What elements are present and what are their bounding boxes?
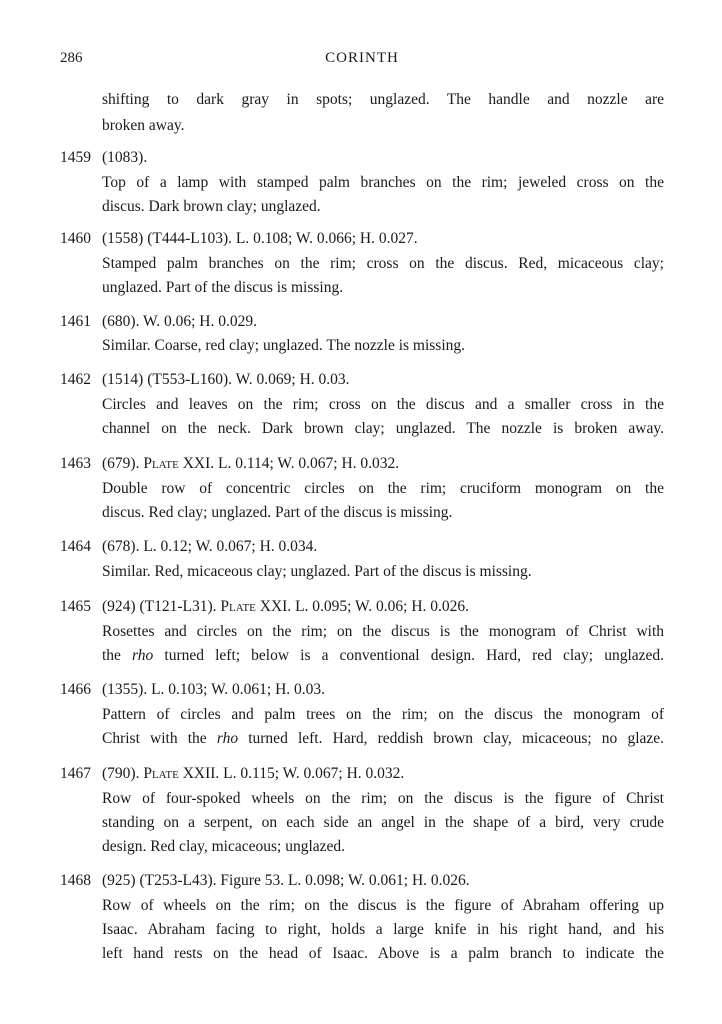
plate-reference: Plate XXII. (143, 765, 220, 782)
body-line: discus. Dark brown clay; unglazed. (102, 198, 321, 215)
catalog-number: 1461 (60, 313, 91, 330)
catalog-reference: (925) (T253-L43). Figure 53. L. 0.098; W. 0.061; H. 0.026. (102, 872, 470, 889)
catalog-number: 1468 (60, 872, 91, 889)
catalog-reference: (1083). (102, 149, 148, 166)
catalog-number: 1464 (60, 538, 91, 555)
catalog-number: 1467 (60, 765, 91, 782)
page-number: 286 (60, 50, 83, 66)
body-line: Isaac. Abraham facing to right, holds a large knife in his right hand, and his (102, 921, 664, 938)
italic-word: rho (216, 730, 239, 747)
body-line: design. Red clay, micaceous; unglazed. (102, 838, 346, 855)
body-line: the rho turned left; below is a conventional design. Hard, red clay; unglazed. (102, 647, 665, 664)
reference-number: (679). (102, 455, 144, 472)
dimensions: L. 0.095; W. 0.06; H. 0.026. (291, 598, 470, 615)
catalog-reference (102, 454, 664, 474)
plate-reference: Plate XXI. (143, 455, 215, 472)
catalog-number: 1460 (60, 230, 91, 247)
catalog-reference (102, 764, 664, 784)
catalog-number: 1466 (60, 681, 91, 698)
dimensions: L. 0.115; W. 0.067; H. 0.032. (219, 765, 405, 782)
catalog-reference: (680). W. 0.06; H. 0.029. (102, 313, 257, 330)
body-line: Circles and leaves on the rim; cross on the discus and a smaller cross in the (102, 396, 664, 413)
body-line: unglazed. Part of the discus is missing. (102, 279, 344, 296)
italic-word: rho (132, 647, 154, 664)
body-line: Top of a lamp with stamped palm branches on the rim; jeweled cross on the (102, 174, 664, 191)
catalog-reference: (1355). L. 0.103; W. 0.061; H. 0.03. (102, 681, 326, 698)
catalog-number: 1462 (60, 371, 91, 388)
running-title: CORINTH (325, 50, 399, 66)
catalog-number: 1465 (60, 598, 91, 615)
body-line: Similar. Coarse, red clay; unglazed. The nozzle is missing. (102, 337, 466, 354)
body-line: Row of four-spoked wheels on the rim; on the discus is the figure of Christ (102, 790, 664, 807)
body-line: Similar. Red, micaceous clay; unglazed. Part of the discus is missing. (102, 563, 532, 580)
plate-reference: Plate XXI. (220, 598, 292, 615)
body-line: shifting to dark gray in spots; unglazed. The handle and nozzle are (102, 91, 664, 108)
dimensions: L. 0.114; W. 0.067; H. 0.032. (214, 455, 400, 472)
body-line: Pattern of circles and palm trees on the rim; on the discus the monogram of (102, 706, 664, 723)
catalog-reference (102, 597, 664, 617)
body-line: discus. Red clay; unglazed. Part of the discus is missing. (102, 504, 453, 521)
catalog-reference: (678). L. 0.12; W. 0.067; H. 0.034. (102, 538, 318, 555)
body-line: channel on the neck. Dark brown clay; unglazed. The nozzle is broken away. (102, 420, 664, 437)
catalog-number: 1463 (60, 455, 91, 472)
reference-number: (790). (102, 765, 144, 782)
page-header (60, 50, 664, 72)
body-line: Double row of concentric circles on the rim; cruciform monogram on the (102, 480, 664, 497)
body-line: Stamped palm branches on the rim; cross on the discus. Red, micaceous clay; (102, 255, 664, 272)
body-line: Rosettes and circles on the rim; on the discus is the monogram of Christ with (102, 623, 664, 640)
catalog-reference: (1558) (T444-L103). L. 0.108; W. 0.066; H. 0.027. (102, 230, 418, 247)
body-line: broken away. (102, 117, 185, 134)
catalog-number: 1459 (60, 149, 91, 166)
body-line: Christ with the rho turned left. Hard, reddish brown clay, micaceous; no glaze. (102, 730, 665, 747)
body-line: left hand rests on the head of Isaac. Above is a palm branch to indicate the (102, 945, 664, 962)
body-line: Row of wheels on the rim; on the discus is the figure of Abraham offering up (102, 897, 664, 914)
body-line: standing on a serpent, on each side an angel in the shape of a bird, very crude (102, 814, 664, 831)
catalog-reference: (1514) (T553-L160). W. 0.069; H. 0.03. (102, 371, 350, 388)
reference-number: (924) (T121-L31). (102, 598, 221, 615)
